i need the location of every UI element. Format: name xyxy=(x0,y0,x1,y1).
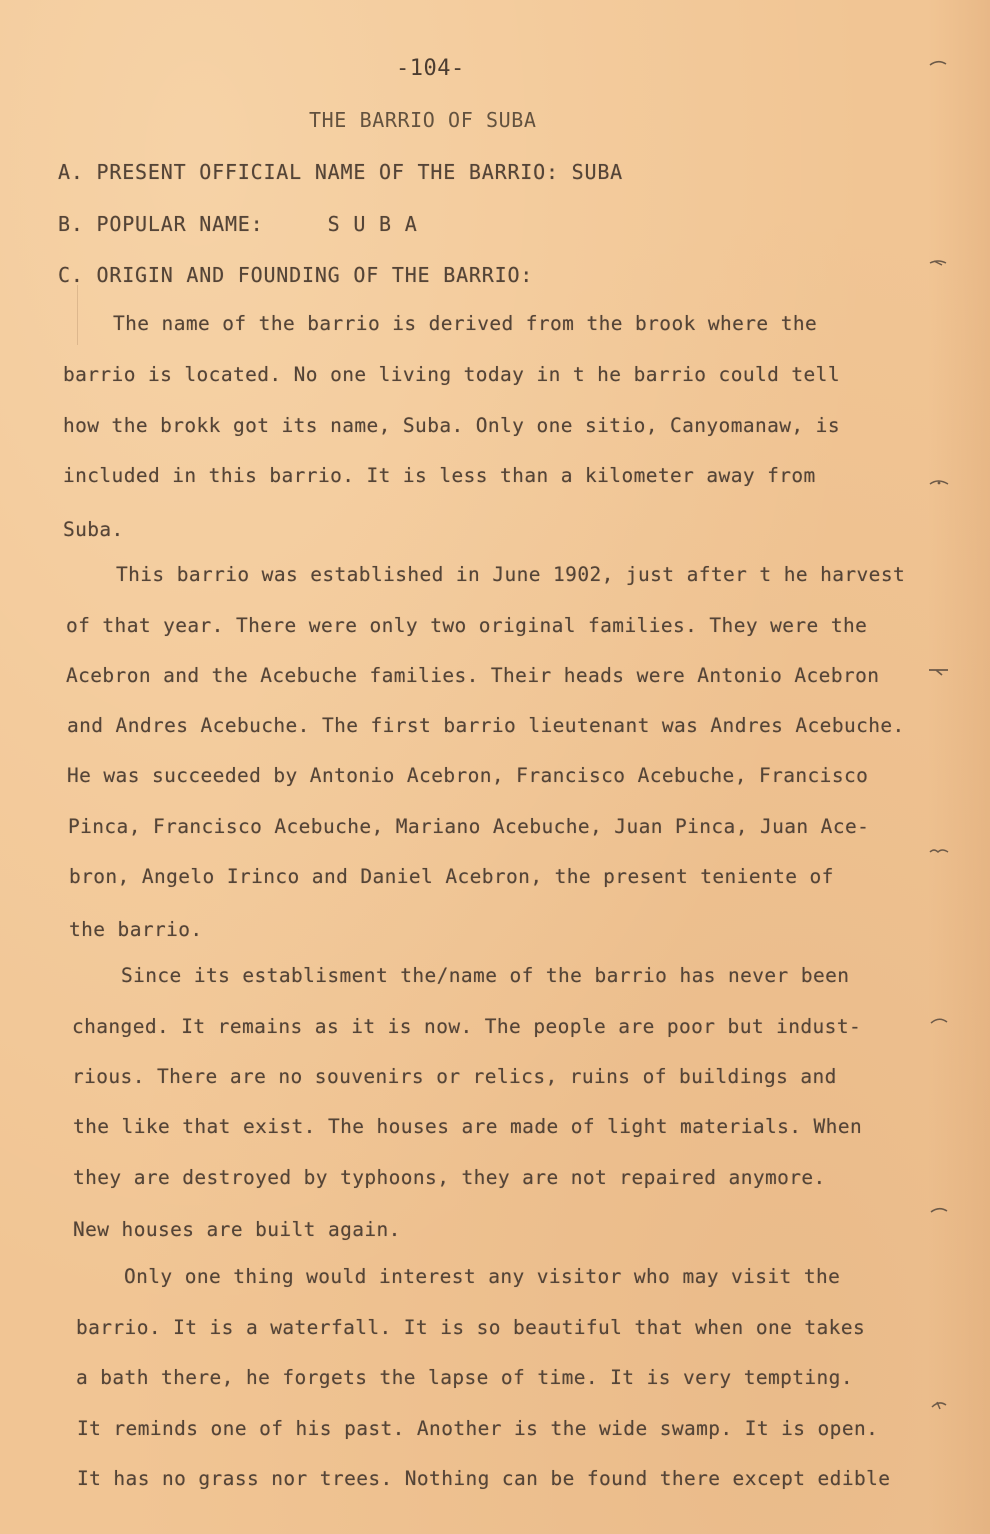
binding-mark-icon xyxy=(928,58,950,68)
binding-mark-icon xyxy=(928,1400,950,1410)
section-heading-b xyxy=(58,212,418,236)
body-line: barrio is located. No one living today in t he barrio could tell xyxy=(63,363,840,386)
section-heading-a xyxy=(58,160,623,184)
section-label: B. xyxy=(58,212,84,236)
paper-edge-shadow xyxy=(928,0,990,1534)
body-line: of that year. There were only two original families. They were the xyxy=(66,614,868,637)
binding-mark-icon xyxy=(928,478,950,488)
body-line: He was succeeded by Antonio Acebron, Francisco Acebuche, Francisco xyxy=(67,764,869,787)
body-line: It reminds one of his past. Another is the wide swamp. It is open. xyxy=(77,1417,879,1440)
body-line: barrio. It is a waterfall. It is so beautiful that when one takes xyxy=(76,1316,866,1339)
body-line: how the brokk got its name, Suba. Only one sitio, Canyomanaw, is xyxy=(63,414,840,437)
body-line: This barrio was established in June 1902, just after t he harvest xyxy=(116,563,906,586)
body-line: Since its establisment the/name of the barrio has never been xyxy=(121,964,850,987)
body-line: It has no grass nor trees. Nothing can be found there except edible xyxy=(77,1467,891,1490)
binding-mark-icon xyxy=(928,846,950,856)
binding-mark-icon xyxy=(928,1016,950,1026)
body-line: Pinca, Francisco Acebuche, Mariano Acebuche, Juan Pinca, Juan Ace- xyxy=(68,815,870,838)
body-line: a bath there, he forgets the lapse of time. It is very tempting. xyxy=(76,1366,853,1389)
section-label: C. xyxy=(58,263,84,287)
section-label: A. xyxy=(58,160,84,184)
body-line: New houses are built again. xyxy=(73,1218,401,1241)
body-line: and Andres Acebuche. The first barrio lieutenant was Andres Acebuche. xyxy=(67,714,905,737)
section-text: POPULAR NAME: S U B A xyxy=(96,212,418,236)
body-line: Suba. xyxy=(63,518,124,541)
section-heading-c xyxy=(58,263,533,287)
page-title: THE BARRIO OF SUBA xyxy=(309,108,537,132)
body-line: the barrio. xyxy=(69,918,203,941)
body-line: Only one thing would interest any visitor who may visit the xyxy=(124,1265,841,1288)
binding-mark-icon xyxy=(928,1205,950,1215)
section-text: ORIGIN AND FOUNDING OF THE BARRIO: xyxy=(96,263,534,287)
body-line: they are destroyed by typhoons, they are not repaired anymore. xyxy=(73,1166,826,1189)
section-text: PRESENT OFFICIAL NAME OF THE BARRIO: SUBA xyxy=(96,160,624,184)
margin-rule xyxy=(77,285,78,345)
body-line: changed. It remains as it is now. The people are poor but indust- xyxy=(72,1015,862,1038)
body-line: Acebron and the Acebuche families. Their heads were Antonio Acebron xyxy=(66,664,880,687)
body-line: bron, Angelo Irinco and Daniel Acebron, the present teniente of xyxy=(69,865,834,888)
body-line: included in this barrio. It is less than a kilometer away from xyxy=(63,464,816,487)
body-line: the like that exist. The houses are made of light materials. When xyxy=(73,1115,863,1138)
body-line: rious. There are no souvenirs or relics, ruins of buildings and xyxy=(72,1065,837,1088)
page-number: -104- xyxy=(396,56,465,81)
binding-mark-icon xyxy=(928,666,950,676)
body-line: The name of the barrio is derived from the brook where the xyxy=(113,312,818,335)
binding-mark-icon xyxy=(928,257,950,267)
